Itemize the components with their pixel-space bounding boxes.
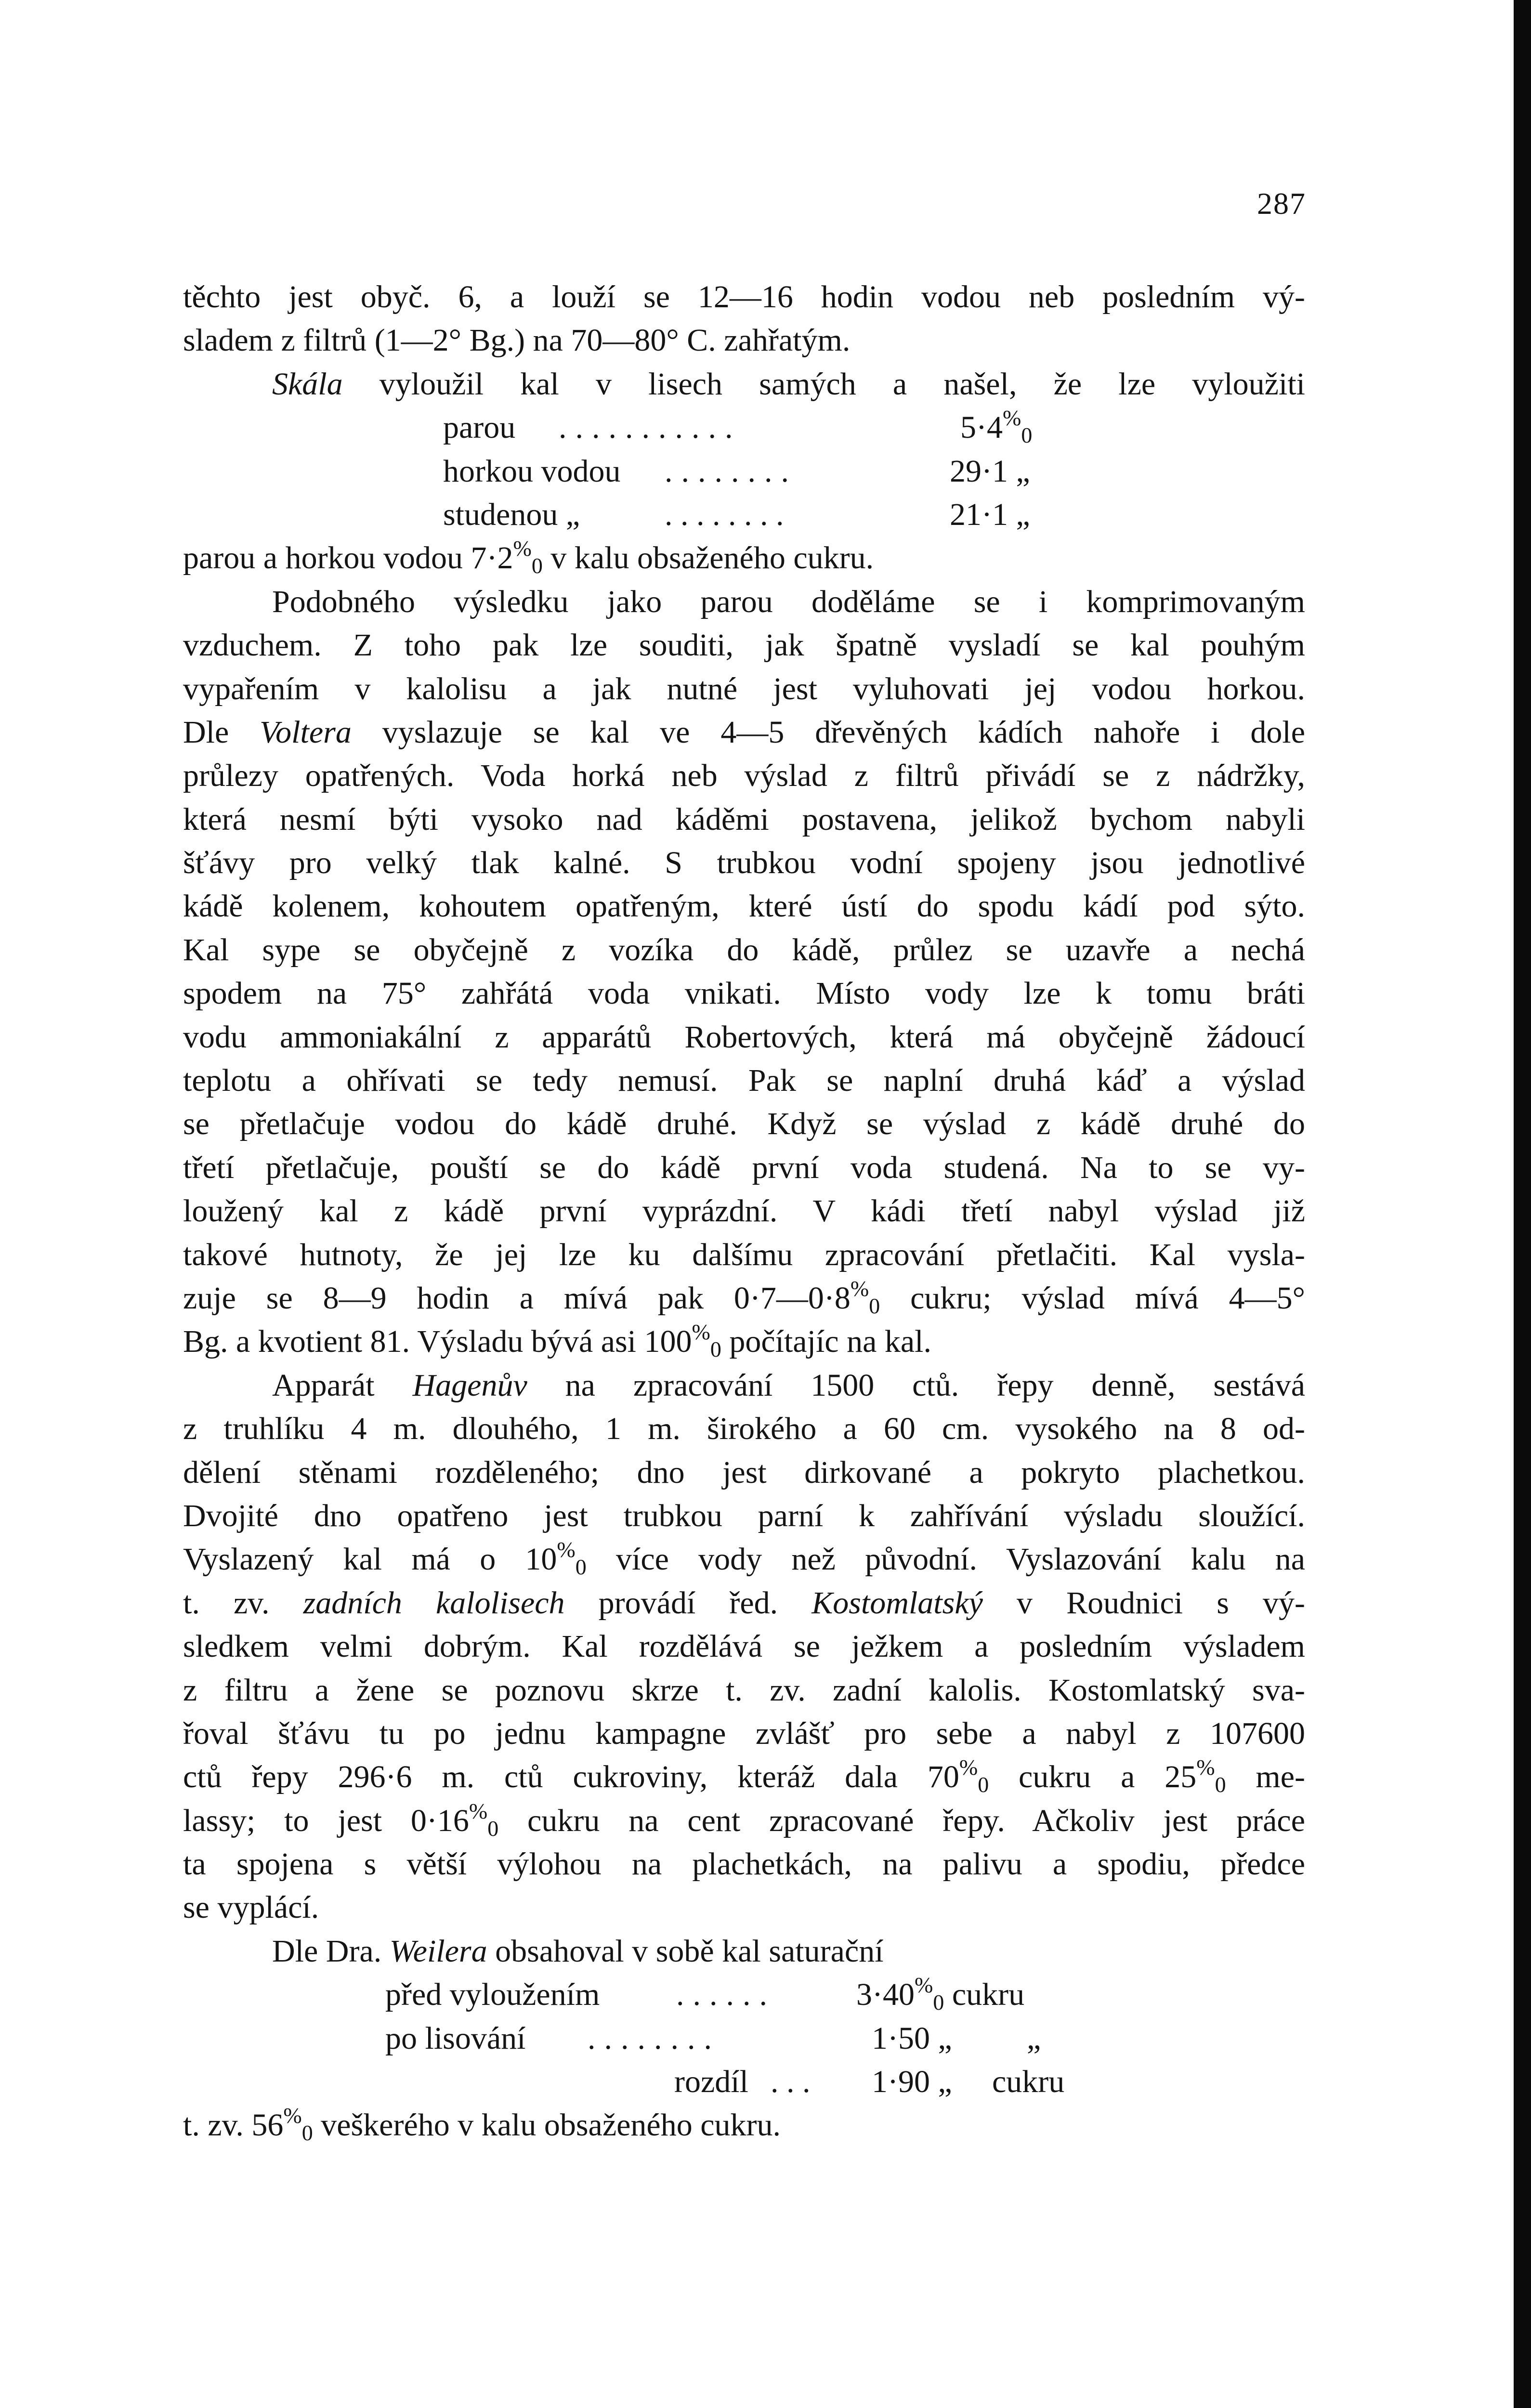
text-line: Apparát Hagenův na zpracování 1500 ctů. řepy denně, sestává <box>272 1367 1305 1403</box>
text-line: t. zv. $56^{\%}_0$ veškerého v kalu obsaženého cukru. <box>183 2104 781 2146</box>
scan-edge <box>1514 0 1531 2408</box>
text-line: se vyplácí. <box>183 1890 319 1925</box>
table-row: horkou vodou ........ 29·1 „ <box>443 453 1030 489</box>
text-line: šťávy pro velký tlak kalné. S trubkou vodní spojeny jsou jednotlivé <box>183 845 1305 881</box>
text-line: která nesmí býti vysoko nad káděmi postavena, jelikož bychom nabyli <box>183 801 1305 837</box>
text-line: řoval šťávu tu po jednu kampagne zvlášť pro sebe a nabyl z 107600 <box>183 1715 1305 1751</box>
author-name: Hagenův <box>412 1367 527 1403</box>
author-name: Skála <box>272 366 343 402</box>
table-row: studenou „ . . . . . . . . 21·1 „ <box>443 497 1030 532</box>
text-line: Dle Voltera vyslazuje se kal ve 4—5 dřevěných kádích nahoře i dole <box>183 714 1305 750</box>
text-line: z truhlíku 4 m. dlouhého, 1 m. širokého a 60 cm. vysokého na 8 od- <box>183 1411 1305 1447</box>
text-line: Kal sype se obyčejně z vozíka do kádě, průlez se uzavře a nechá <box>183 932 1305 968</box>
text-line: těchto jest obyč. 6, a louží se 12—16 hodin vodou neb posledním vý- <box>183 279 1305 314</box>
author-name: Weilera <box>389 1933 487 1969</box>
text-line: Vyslazený kal má o $10^{\%}_0$ více vody než původní. Vyslazování kalu na <box>183 1538 1305 1580</box>
text-line: z filtru a žene se poznovu skrze t. zv. zadní kalolis. Kostomlatský sva- <box>183 1672 1305 1708</box>
text-line: třetí přetlačuje, pouští se do kádě první voda studená. Na to se vy- <box>183 1150 1305 1185</box>
term: zadních kalolisech <box>303 1585 565 1621</box>
text-line: Skála vyloužil kal v lisech samých a našel, že lze vyloužiti <box>272 366 1305 402</box>
text-line: vzduchem. Z toho pak lze souditi, jak špatně vysladí se kal pouhým <box>183 628 1305 663</box>
text-line: parou a horkou vodou $7\cdot 2^{\%}_0$ v kalu obsaženého cukru. <box>183 537 874 578</box>
table-row: rozdíl . . . 1·90 „ cukru <box>674 2064 1065 2100</box>
text-line: dělení stěnami rozděleného; dno jest dirkované a pokryto plachetkou. <box>183 1454 1305 1490</box>
text-line: průlezy opatřených. Voda horká neb výslad z filtrů přivádí se z nádržky, <box>183 758 1305 794</box>
table-row: parou ........... $5\cdot 4^{\%}_0$ <box>443 406 1033 448</box>
text-line: vypařením v kalolisu a jak nutné jest vyluhovati jej vodou horkou. <box>183 671 1305 707</box>
text-line: kádě kolenem, kohoutem opatřeným, které ústí do spodu kádí pod sýto. <box>183 889 1305 924</box>
text-line: Podobného výsledku jako parou doděláme se i komprimovaným <box>272 584 1305 619</box>
text-line: vodu ammoniakální z apparátů Robertových, která má obyčejně žádoucí <box>183 1019 1305 1055</box>
text-line: t. zv. zadních kalolisech provádí řed. Kostomlatský v Roudnici s vý- <box>183 1585 1305 1621</box>
text-line: se přetlačuje vodou do kádě druhé. Když se výslad z kádě druhé do <box>183 1106 1305 1142</box>
text-line: teplotu a ohřívati se tedy nemusí. Pak se naplní druhá káď a výslad <box>183 1063 1305 1099</box>
text-line: zuje se 8—9 hodin a mívá pak $0\cdot 7—0\cdot 8^{\%}_0$ cukru; výslad mívá 4—5° <box>183 1276 1305 1318</box>
text-line: ta spojena s větší výlohou na plachetkách, na palivu a spodiu, předce <box>183 1846 1305 1882</box>
text-line: sladem z filtrů (1—2° Bg.) na 70—80° C. zahřatým. <box>183 323 851 358</box>
body-text <box>183 275 1305 2147</box>
page-number: 287 <box>1257 186 1306 221</box>
table-row: po lisování ........ 1·50 „ „ <box>183 2017 1305 2060</box>
author-name: Voltera <box>260 714 352 750</box>
text-line: lassy; to jest $0\cdot 16^{\%}_0$ cukru na cent zpracované řepy. Ačkoliv jest práce <box>183 1799 1305 1841</box>
text-line: spodem na 75° zahřátá voda vnikati. Místo vody lze k tomu bráti <box>183 976 1305 1011</box>
text-line: sledkem velmi dobrým. Kal rozdělává se ježkem a posledním výsladem <box>183 1629 1305 1664</box>
table-row: před vyloužením ...... $3\cdot 40^{\%}_0$ cukru <box>385 1973 1025 2015</box>
author-name: Kostomlatský <box>811 1585 983 1621</box>
text-line: Bg. a kvotient 81. Výsladu bývá asi $100^{\%}_0$ počítajíc na kal. <box>183 1320 931 1362</box>
text-line: takové hutnoty, že jej lze ku dalšímu zpracování přetlačiti. Kal vysla- <box>183 1237 1305 1272</box>
text-line: ctů řepy 296·6 m. ctů cukroviny, kteráž dala $70^{\%}_0$ cukru a $25^{\%}_0$ me- <box>183 1755 1305 1797</box>
text-line: Dvojité dno opatřeno jest trubkou parní k zahřívání výsladu sloužící. <box>183 1498 1305 1533</box>
text-line: Dle Dra. Weilera obsahoval v sobě kal saturační <box>272 1933 884 1969</box>
text-line: loužený kal z kádě první vyprázdní. V kádi třetí nabyl výslad již <box>183 1193 1305 1229</box>
